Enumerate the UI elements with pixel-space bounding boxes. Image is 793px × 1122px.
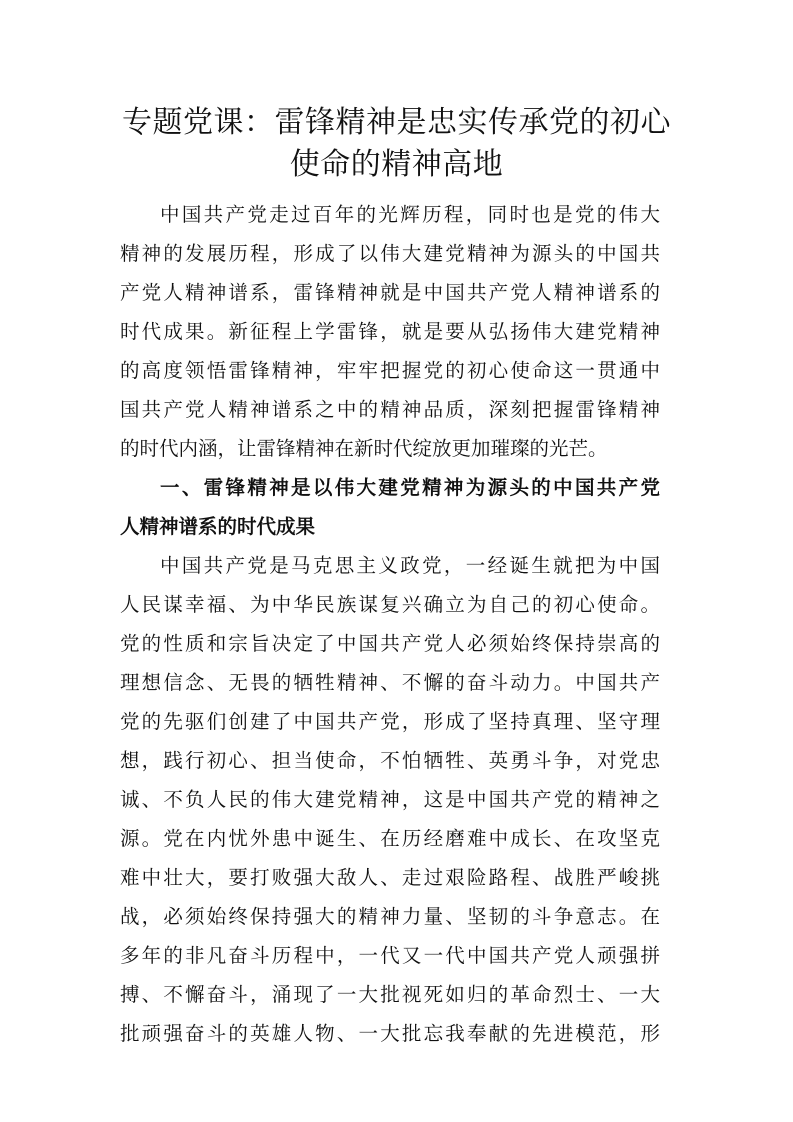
paragraph-2-line: 多年的非凡奋斗历程中，一代又一代中国共产党人顽强拼 xyxy=(120,944,660,967)
paragraph-2-line: 理想信念、无畏的牺牲精神、不懈的奋斗动力。中国共产 xyxy=(120,671,660,694)
paragraph-1-line: 国共产党人精神谱系之中的精神品质，深刻把握雷锋精神 xyxy=(120,398,660,421)
document-title-line-1: 专题党课：雷锋精神是忠实传承党的初心 xyxy=(122,105,671,140)
paragraph-2-line: 中国共产党是马克思主义政党，一经诞生就把为中国 xyxy=(160,554,660,577)
paragraph-2-line: 党的先驱们创建了中国共产党，形成了坚持真理、坚守理 xyxy=(120,710,660,733)
paragraph-2-line: 人民谋幸福、为中华民族谋复兴确立为自己的初心使命。 xyxy=(120,593,660,616)
paragraph-2-line: 批顽强奋斗的英雄人物、一大批忘我奉献的先进模范，形 xyxy=(120,1022,660,1045)
section-heading-line: 一、雷锋精神是以伟大建党精神为源头的中国共产党 xyxy=(160,476,660,499)
paragraph-1-line: 产党人精神谱系，雷锋精神就是中国共产党人精神谱系的 xyxy=(120,281,660,304)
paragraph-1-line: 时代成果。新征程上学雷锋，就是要从弘扬伟大建党精神 xyxy=(120,320,660,343)
paragraph-2-line: 想，践行初心、担当使命，不怕牺牲、英勇斗争，对党忠 xyxy=(120,749,660,772)
paragraph-1-line: 精神的发展历程，形成了以伟大建党精神为源头的中国共 xyxy=(120,242,660,265)
paragraph-2-line: 诚、不负人民的伟大建党精神，这是中国共产党的精神之 xyxy=(120,788,660,811)
document-title-line-2: 使命的精神高地 xyxy=(289,147,504,182)
paragraph-2-line: 搏、不懈奋斗，涌现了一大批视死如归的革命烈士、一大 xyxy=(120,983,660,1006)
section-heading-line: 人精神谱系的时代成果 xyxy=(120,515,316,538)
paragraph-2-line: 党的性质和宗旨决定了中国共产党人必须始终保持崇高的 xyxy=(120,632,660,655)
paragraph-2-line: 源。党在内忧外患中诞生、在历经磨难中成长、在攻坚克 xyxy=(120,827,660,850)
paragraph-1-line: 中国共产党走过百年的光辉历程，同时也是党的伟大 xyxy=(160,203,660,226)
paragraph-1-line: 的时代内涵，让雷锋精神在新时代绽放更加璀璨的光芒。 xyxy=(120,437,608,460)
paragraph-2-line: 战，必须始终保持强大的精神力量、坚韧的斗争意志。在 xyxy=(120,905,660,928)
paragraph-1-line: 的高度领悟雷锋精神，牢牢把握党的初心使命这一贯通中 xyxy=(120,359,660,382)
paragraph-2-line: 难中壮大，要打败强大敌人、走过艰险路程、战胜严峻挑 xyxy=(120,866,660,889)
